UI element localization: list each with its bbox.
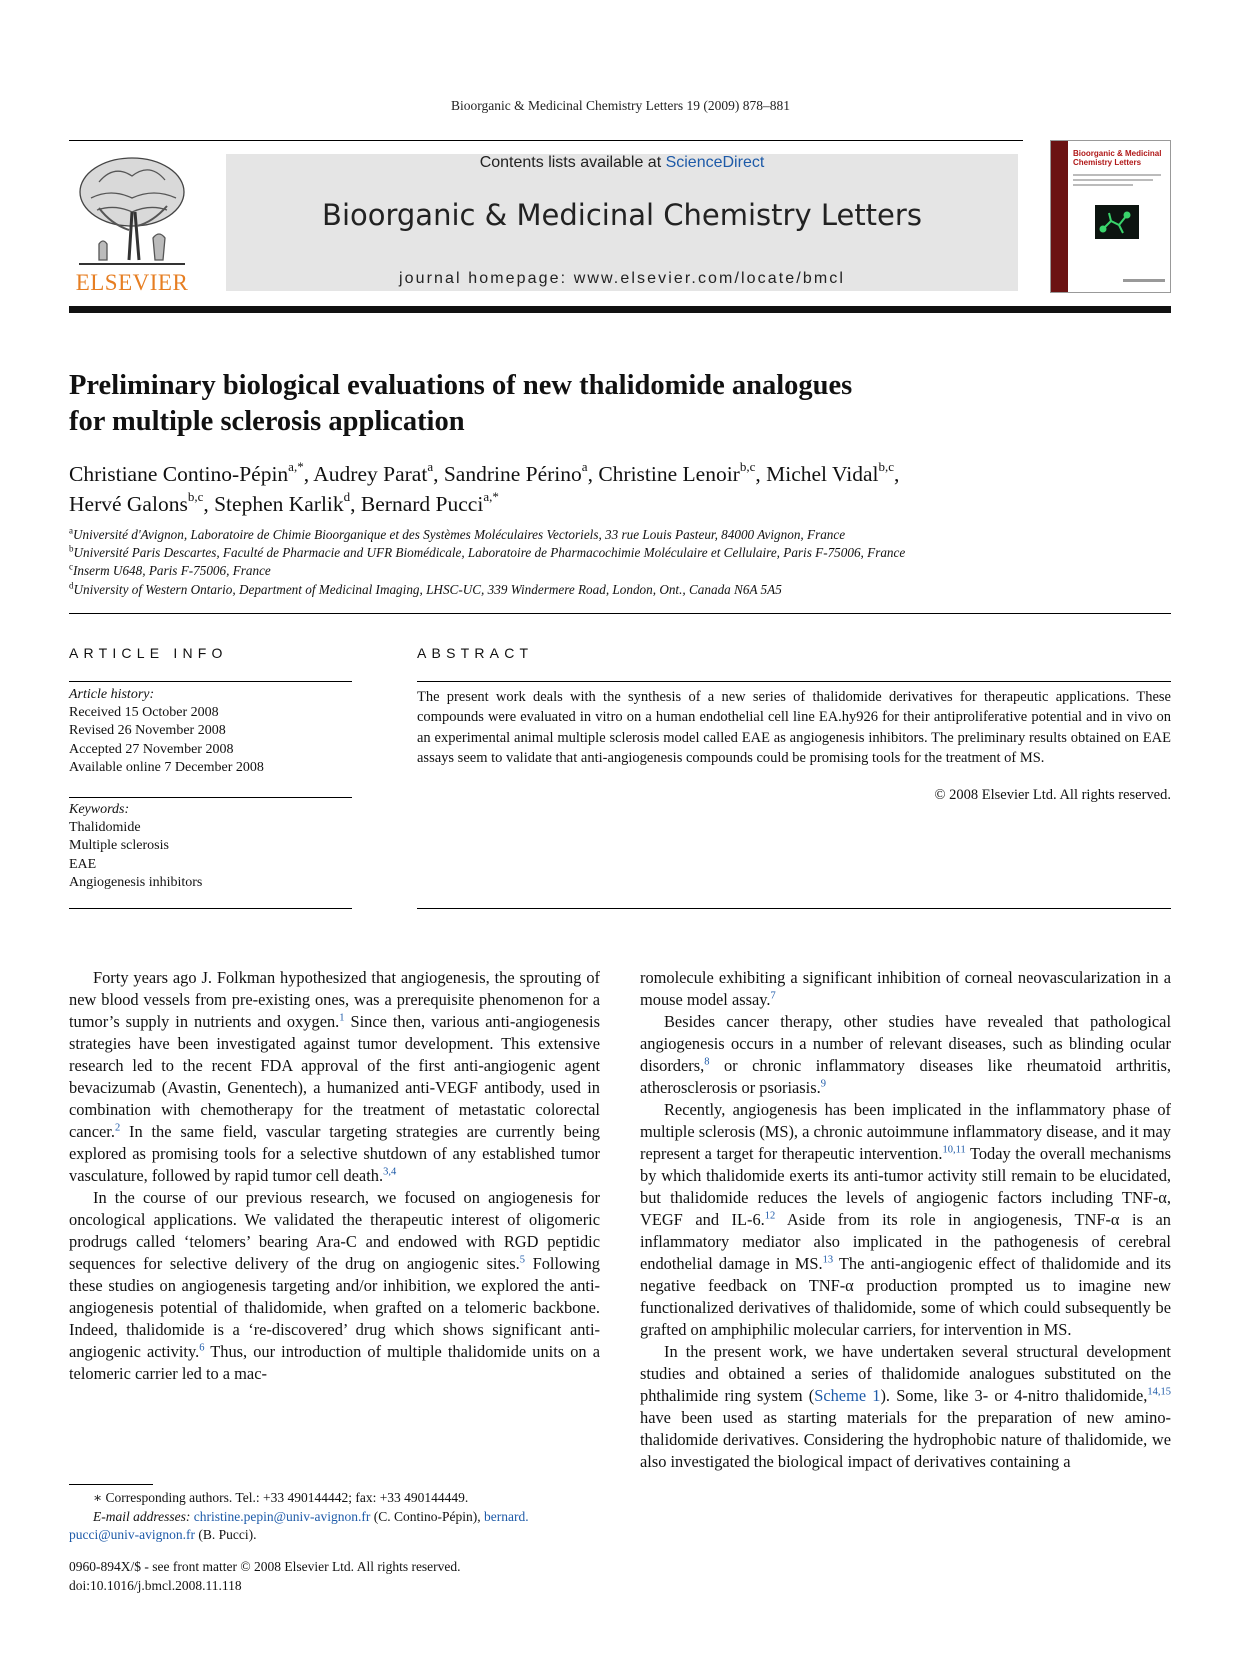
body-paragraph — [640, 1341, 1171, 1473]
author-separator: , — [203, 492, 215, 516]
citation-link[interactable]: 5 — [519, 1254, 525, 1266]
keyword-item: EAE — [69, 856, 97, 872]
author-name[interactable]: Christiane Contino-Pépin — [69, 462, 289, 486]
corresponding-author-footnote — [69, 1489, 600, 1545]
article-info-rule — [69, 681, 352, 682]
citation-link[interactable]: 8 — [704, 1056, 710, 1068]
article-info-rule — [69, 908, 352, 909]
journal-title: Bioorganic & Medicinal Chemistry Letters — [322, 198, 922, 232]
email-label: E-mail addresses: — [93, 1508, 191, 1524]
journal-banner — [226, 154, 1018, 291]
author-affiliation-marker: a,* — [288, 458, 304, 474]
citation-link[interactable]: 12 — [764, 1210, 776, 1222]
affiliation-item — [69, 544, 1171, 562]
affiliation-key: d — [69, 580, 74, 591]
author-list — [69, 459, 1171, 519]
body-text: Thus, our introduction of multiple thalidomide units on a telomeric carrier led to a mac- — [69, 1342, 600, 1383]
affiliation-item — [69, 581, 1171, 599]
body-text: have been used as starting materials for the preparation of new amino-thalidomide derivatives. Considering the hydrophobic nature of thalidomide, we also investigated the biological impact of derivatives containing a — [640, 1408, 1171, 1471]
history-item: Accepted 27 November 2008 — [69, 741, 234, 757]
body-paragraph — [640, 1011, 1171, 1099]
cover-text-lines-icon — [1073, 173, 1165, 187]
title-line: for multiple sclerosis application — [69, 406, 465, 437]
body-text: Since then, various anti-angiogenesis strategies have been investigated against tumor development. This extensive research led to the recent FDA approval of the first anti-angiogenic agent bevacizumab (Avastin, Genentech), a humanized anti-VEGF antibody, used in combination with chemotherapy for the treatment of metastatic colorectal cancer. — [69, 1012, 600, 1141]
citation-link[interactable]: 14,15 — [1147, 1386, 1171, 1398]
author-name[interactable]: Audrey Parat — [313, 462, 428, 486]
author-affiliation-marker: a — [427, 458, 434, 474]
affiliation-key: b — [69, 543, 74, 554]
journal-cover-thumbnail[interactable] — [1050, 140, 1171, 293]
affiliation-key: a — [69, 525, 73, 536]
article-info-rule — [69, 797, 352, 798]
abstract-text: The present work deals with the synthesis of a new series of thalidomide derivatives for therapeutic applications. These compounds were evaluated in vitro on a human endothelial cell line EA.hy926 for their antiproliferative potential and in vivo on an experimental animal multiple sclerosis model called EAE as angiogenesis inhibitors. The preliminary results obtained on EAE assays seem to validate that anti-angiogenesis compounds could be promising tools for the treatment of MS. — [417, 689, 1171, 766]
keyword-list — [69, 801, 352, 892]
author-name[interactable]: Stephen Karlik — [214, 492, 344, 516]
article-history — [69, 686, 352, 777]
email-owner: (C. Contino-Pépin), — [370, 1508, 485, 1524]
corresponding-line: ∗ Corresponding authors. Tel.: +33 490144442; fax: +33 490144449. — [93, 1490, 469, 1505]
author-affiliation-marker: b,c — [878, 458, 895, 474]
citation-link[interactable]: 1 — [339, 1012, 345, 1024]
cover-title: Bioorganic & Medicinal Chemistry Letters — [1073, 149, 1162, 167]
affiliation-item — [69, 526, 1171, 544]
keyword-item: Angiogenesis inhibitors — [69, 874, 203, 890]
affiliation-key: c — [69, 562, 73, 573]
elsevier-tree-icon — [69, 152, 195, 270]
issn-line: 0960-894X/$ - see front matter © 2008 Elsevier Ltd. All rights reserved. — [69, 1559, 461, 1574]
history-item: Received 15 October 2008 — [69, 705, 219, 721]
author-affiliation-marker: b,c — [739, 458, 756, 474]
paper-title — [69, 368, 1069, 440]
author-separator: , — [894, 462, 900, 486]
keyword-item: Thalidomide — [69, 820, 141, 836]
contents-line — [226, 154, 1018, 172]
body-text: Besides cancer therapy, other studies have revealed that pathological angiogenesis occurs in a number of relevant diseases, such as blinding ocular disorders, — [640, 1012, 1171, 1075]
body-text: Recently, angiogenesis has been implicated in the inflammatory phase of multiple sclerosis (MS), a chronic autoimmune inflammatory disease, and it may represent a target for therapeutic intervention. — [640, 1100, 1171, 1163]
email-owner: (B. Pucci). — [195, 1527, 257, 1542]
body-text: In the present work, we have undertaken several structural development studies and obtained a series of thalidomide analogues substituted on the phthalimide ring system ( — [640, 1342, 1171, 1405]
author-affiliation-marker: a,* — [483, 488, 499, 504]
author-name[interactable]: Christine Lenoir — [598, 462, 740, 486]
history-label: Article history: — [69, 687, 155, 702]
body-paragraph — [640, 967, 1171, 1011]
citation-link[interactable]: 9 — [820, 1078, 826, 1090]
running-head: Bioorganic & Medicinal Chemistry Letters 19 (2009) 878–881 — [450, 98, 791, 113]
email-link[interactable]: pucci@univ-avignon.fr — [69, 1527, 196, 1542]
affiliation-rule — [69, 613, 1171, 614]
affiliation-text: Inserm U648, Paris F-75006, France — [73, 563, 271, 579]
citation-link[interactable]: 13 — [822, 1254, 834, 1266]
affiliation-item — [69, 562, 1171, 580]
body-text: Following these studies on angiogenesis targeting and/or inhibition, we explored the anti-angiogenesis potential of thalidomide, when grafted on a telomeric backbone. Indeed, thalidomide is a ‘re-discovered’ drug which shows significant anti-angiogenic activity. — [69, 1254, 600, 1361]
citation-link[interactable]: 2 — [114, 1122, 121, 1134]
author-affiliation-marker: a — [581, 458, 588, 474]
abstract-rule — [417, 681, 1171, 682]
affiliation-text: University of Western Ontario, Department of Medicinal Imaging, LHSC-UC, 339 Windermere Road, London, Ont., Canada N6A 5A5 — [73, 581, 782, 597]
abstract-heading: ABSTRACT — [417, 645, 534, 661]
citation-link[interactable]: 3,4 — [383, 1166, 397, 1178]
affiliation-text: Université Paris Descartes, Faculté de Pharmacie and UFR Biomédicale, Laboratoire de Pharmacochimie Moléculaire et Cellulaire, Paris F-75006, France — [73, 545, 906, 561]
email-line — [69, 1508, 600, 1527]
author-separator: , — [350, 492, 361, 516]
author-affiliation-marker: d — [343, 488, 351, 504]
author-name[interactable]: Michel Vidal — [766, 462, 879, 486]
body-text: Forty years ago J. Folkman hypothesized that angiogenesis, the sprouting of new blood vessels from pre-existing ones, was a prerequisite phenomenon for a tumor’s supply in nutrients and oxygen. — [69, 968, 600, 1031]
keywords-label: Keywords: — [69, 802, 130, 817]
scheme-link[interactable]: Scheme 1 — [814, 1386, 881, 1405]
contents-prefix: Contents lists available at — [479, 154, 666, 171]
cover-molecule-image — [1095, 205, 1139, 239]
body-text: The anti-angiogenic effect of thalidomide and its negative feedback on TNF-α production prompted us to imagine new functionalized derivatives of thalidomide, some of which could subsequently be grafted on amphiphilic molecular carriers, for intervention in MS. — [640, 1254, 1171, 1339]
doi-line[interactable]: doi:10.1016/j.bmcl.2008.11.118 — [69, 1577, 242, 1593]
body-text: In the same field, vascular targeting strategies are currently being explored as promising tools for a selective shutdown of any established tumor vasculature, followed by rapid tumor cell death. — [69, 1122, 600, 1185]
abstract-rule — [417, 908, 1171, 909]
masthead-thick-rule — [69, 306, 1171, 313]
cover-spine — [1051, 141, 1068, 293]
abstract-copyright: © 2008 Elsevier Ltd. All rights reserved. — [934, 787, 1171, 803]
title-line: Preliminary biological evaluations of new thalidomide analogues — [69, 370, 853, 401]
molecule-icon — [1095, 205, 1139, 239]
keyword-item: Multiple sclerosis — [69, 838, 169, 854]
body-text: ). Some, like 3- or 4-nitro thalidomide, — [880, 1386, 1148, 1405]
author-separator: , — [303, 462, 314, 486]
footnote-rule — [69, 1484, 153, 1485]
body-column-left — [69, 967, 600, 1385]
citation-link[interactable]: 10,11 — [942, 1144, 966, 1156]
body-text: Aside from its role in angiogenesis, TNF-α is an inflammatory mediator also implicated in the pathogenesis of cerebral endothelial damage in MS. — [640, 1210, 1171, 1273]
body-text: In the course of our previous research, we focused on angiogenesis for oncological applications. We validated the therapeutic interest of oligomeric prodrugs called ‘telomers’ bearing Ara-C and endowed with RGD peptidic sequences for selective delivery of the drug on angiogenic sites. — [69, 1188, 600, 1273]
history-item: Revised 26 November 2008 — [69, 723, 226, 739]
author-separator: , — [587, 462, 599, 486]
email-link[interactable]: christine.pepin@univ-avignon.fr — [193, 1508, 371, 1524]
body-text: romolecule exhibiting a significant inhibition of corneal neovascularization in a mouse model assay. — [640, 968, 1171, 1009]
affiliation-list — [69, 526, 1171, 599]
body-text: or chronic inflammatory diseases like rheumatoid arthritis, atherosclerosis or psoriasis. — [640, 1056, 1171, 1097]
body-text: Today the overall mechanisms by which thalidomide exerts its anti-tumor activity still remain to be elucidated, but thalidomide reduces the levels of angiogenic factors including TNF-α, VEGF and IL-6. — [640, 1144, 1171, 1229]
author-affiliation-marker: b,c — [187, 488, 204, 504]
elsevier-logo[interactable] — [69, 152, 195, 294]
author-name[interactable]: Sandrine Périno — [443, 462, 582, 486]
body-paragraph — [69, 1187, 600, 1385]
article-info-heading: ARTICLE INFO — [69, 645, 228, 661]
history-item: Available online 7 December 2008 — [69, 759, 264, 775]
body-column-right — [640, 967, 1171, 1473]
sciencedirect-link[interactable]: ScienceDirect — [665, 154, 765, 171]
author-separator: , — [433, 462, 444, 486]
citation-link[interactable]: 7 — [770, 990, 776, 1002]
body-paragraph — [640, 1099, 1171, 1341]
email-line-cont — [69, 1526, 600, 1545]
body-paragraph — [69, 967, 600, 1187]
header-rule — [69, 140, 1023, 141]
elsevier-wordmark: ELSEVIER — [75, 270, 189, 295]
author-name[interactable]: Hervé Galons — [69, 492, 188, 516]
citation-link[interactable]: 6 — [199, 1342, 205, 1354]
cover-publisher-mark-icon — [1123, 277, 1165, 285]
journal-homepage-link[interactable]: journal homepage: www.elsevier.com/locate/bmcl — [398, 270, 846, 287]
author-separator: , — [755, 462, 767, 486]
issn-doi-block — [69, 1558, 669, 1595]
affiliation-text: Université d'Avignon, Laboratoire de Chimie Bioorganique et des Systèmes Moléculaires Vectoriels, 33 rue Louis Pasteur, 84000 Avignon, France — [73, 527, 846, 542]
author-name[interactable]: Bernard Pucci — [360, 492, 484, 516]
email-link[interactable]: bernard. — [484, 1508, 529, 1524]
